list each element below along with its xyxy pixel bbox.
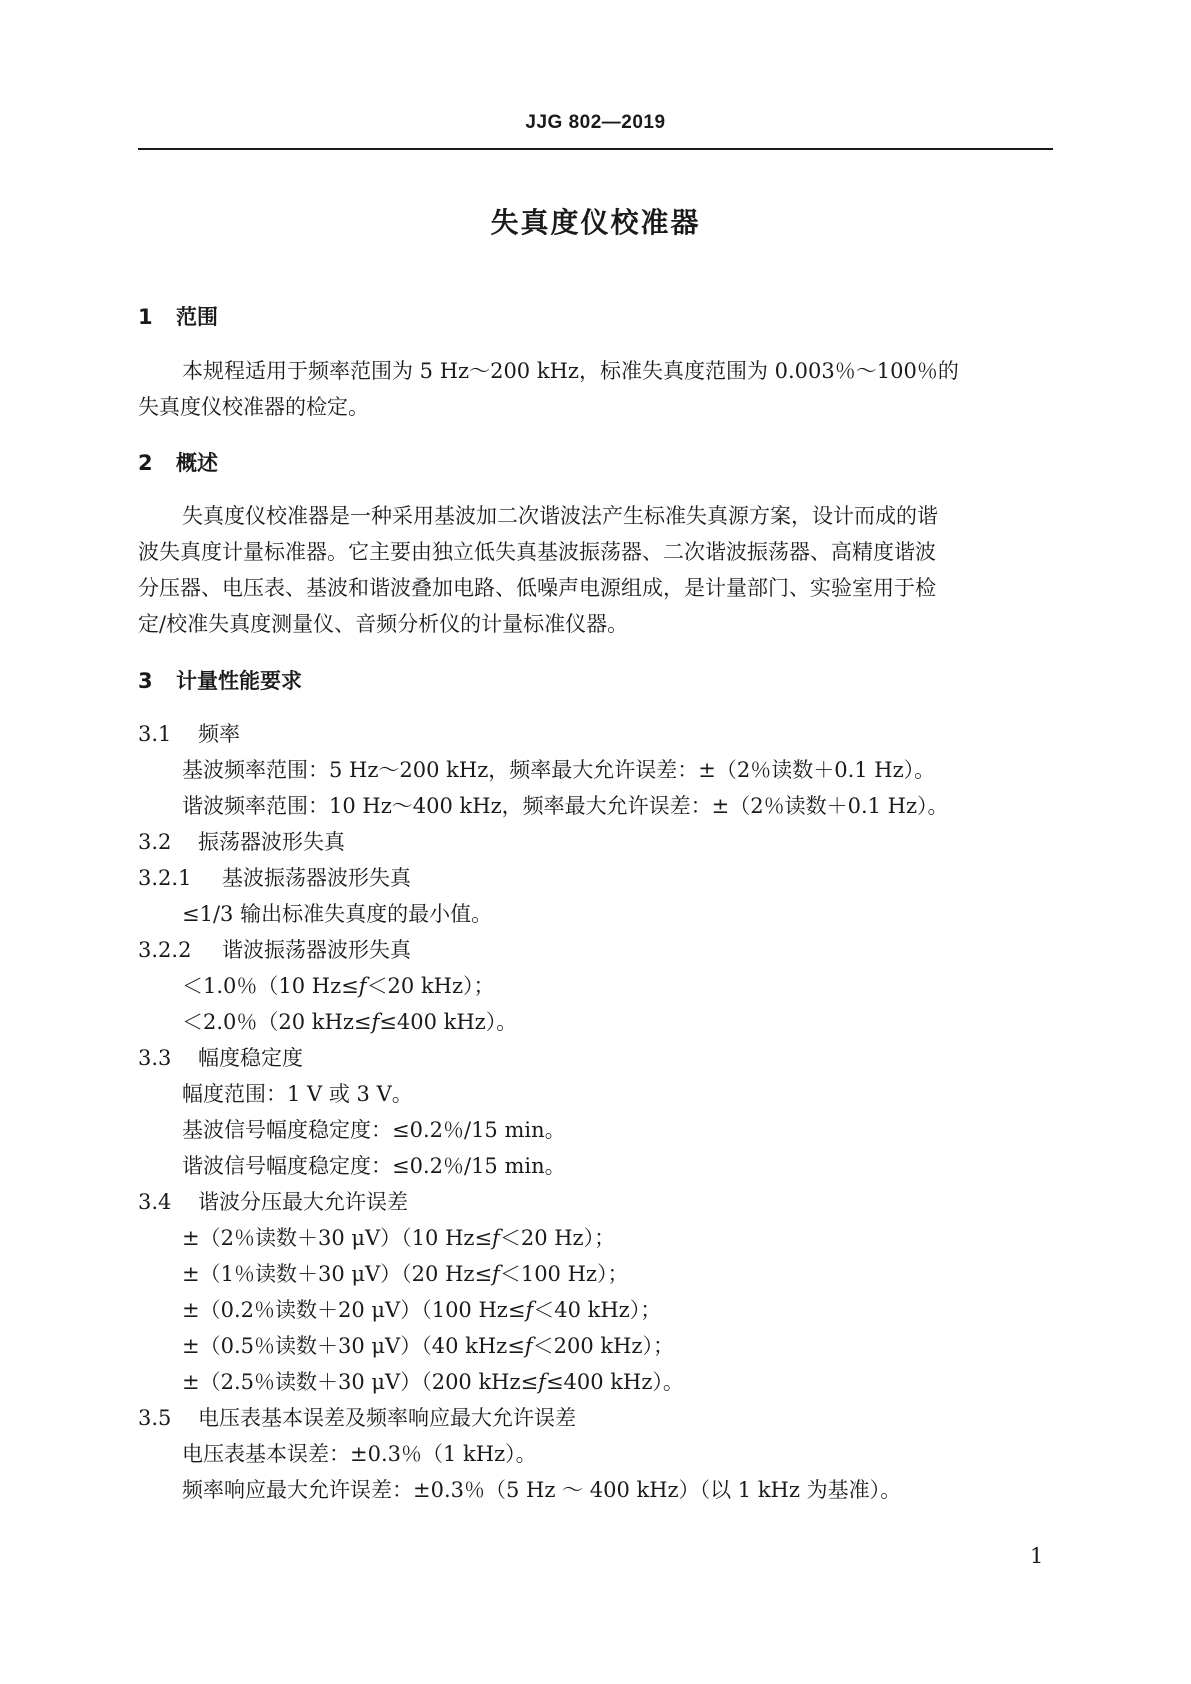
- paragraph-line: 定/校准失真度测量仪、音频分析仪的计量标准仪器。: [138, 612, 629, 636]
- subsection-title: 谐波振荡器波形失真: [222, 938, 411, 962]
- subsection-3-1-heading: [138, 718, 240, 748]
- requirement-line: 基波信号幅度稳定度：≤0.2％/15 min。: [182, 1118, 566, 1142]
- subsection-number: 3.1: [138, 722, 172, 746]
- subsection-title: 频率: [198, 722, 240, 746]
- subsection-number: 3.3: [138, 1046, 172, 1070]
- standard-code-header: JJG 802—2019: [525, 112, 666, 133]
- frequency-symbol: f: [524, 1334, 533, 1358]
- tolerance-text: ±（1％读数＋30 μV）（20 Hz≤: [182, 1262, 493, 1286]
- tolerance-item: [182, 1222, 615, 1252]
- section-number: 1: [138, 305, 153, 329]
- frequency-symbol: f: [492, 1262, 500, 1286]
- subsection-title: 谐波分压最大允许误差: [198, 1190, 408, 1214]
- requirement-line: 电压表基本误差：±0.3％（1 kHz）。: [182, 1442, 537, 1466]
- paragraph-line: 失真度仪校准器是一种采用基波加二次谐波法产生标准失真源方案，设计而成的谐: [182, 504, 938, 528]
- requirement-line: ≤1/3 输出标准失真度的最小值。: [182, 902, 493, 926]
- frequency-symbol: f: [492, 1226, 500, 1250]
- tolerance-text: ±（0.2％读数＋20 μV）（100 Hz≤: [182, 1298, 526, 1322]
- paragraph-line: 失真度仪校准器的检定。: [138, 395, 369, 419]
- tolerance-text: ±（0.5％读数＋30 μV）（40 kHz≤: [182, 1334, 525, 1358]
- paragraph-line: 本规程适用于频率范围为 5 Hz～200 kHz，标准失真度范围为 0.003％～100％的: [182, 359, 959, 383]
- subsection-3-3-heading: [138, 1042, 303, 1072]
- paragraph-line: 分压器、电压表、基波和谐波叠加电路、低噪声电源组成，是计量部门、实验室用于检: [138, 576, 936, 600]
- subsection-number: 3.2.1: [138, 866, 192, 890]
- subsection-title: 振荡器波形失真: [198, 830, 345, 854]
- subsection-3-5-heading: [138, 1402, 576, 1432]
- subsection-number: 3.4: [138, 1190, 172, 1214]
- tolerance-item: [182, 1258, 628, 1288]
- tolerance-text: ＜20 Hz）；: [499, 1226, 616, 1250]
- tolerance-text: ＜100 Hz）；: [499, 1262, 629, 1286]
- tolerance-item: [182, 1366, 684, 1396]
- tolerance-text: ±（2％读数＋30 μV）（10 Hz≤: [182, 1226, 493, 1250]
- subsection-3-2-1-heading: [138, 862, 411, 892]
- requirement-text: ≤400 kHz）。: [379, 1010, 518, 1034]
- section-title: 计量性能要求: [176, 669, 302, 693]
- frequency-symbol: f: [358, 974, 367, 998]
- requirement-line: 谐波频率范围：10 Hz～400 kHz，频率最大允许误差：±（2％读数＋0.1 Hz）。: [182, 794, 949, 818]
- subsection-3-2-heading: [138, 826, 345, 856]
- subsection-title: 基波振荡器波形失真: [222, 866, 411, 890]
- subsection-title: 幅度稳定度: [198, 1046, 303, 1070]
- requirement-text: ＜2.0％（20 kHz≤: [182, 1010, 372, 1034]
- frequency-symbol: f: [538, 1370, 546, 1394]
- tolerance-text: ≤400 kHz）。: [545, 1370, 684, 1394]
- tolerance-item: [182, 1294, 661, 1324]
- tolerance-text: ＜200 kHz）；: [532, 1334, 674, 1358]
- frequency-symbol: f: [525, 1298, 534, 1322]
- subsection-number: 3.2: [138, 830, 172, 854]
- page-number: 1: [1030, 1544, 1044, 1568]
- requirement-line: [182, 970, 495, 1000]
- frequency-symbol: f: [371, 1010, 380, 1034]
- section-number: 2: [138, 451, 153, 475]
- requirement-text: ＜20 kHz）；: [366, 974, 495, 998]
- subsection-title: 电压表基本误差及频率响应最大允许误差: [198, 1406, 576, 1430]
- subsection-3-2-2-heading: [138, 934, 411, 964]
- section-1-heading: [138, 301, 218, 331]
- subsection-number: 3.5: [138, 1406, 172, 1430]
- subsection-number: 3.2.2: [138, 938, 192, 962]
- requirement-line: 基波频率范围：5 Hz～200 kHz，频率最大允许误差：±（2％读数＋0.1 Hz）。: [182, 758, 936, 782]
- header-rule: [138, 148, 1053, 150]
- paragraph-line: 波失真度计量标准器。它主要由独立低失真基波振荡器、二次谐波振荡器、高精度谐波: [138, 540, 936, 564]
- requirement-line: 谐波信号幅度稳定度：≤0.2％/15 min。: [182, 1154, 566, 1178]
- tolerance-text: ±（2.5％读数＋30 μV）（200 kHz≤: [182, 1370, 539, 1394]
- requirement-line: 频率响应最大允许误差：±0.3％（5 Hz ～ 400 kHz）（以 1 kHz 为基准）。: [182, 1478, 902, 1502]
- section-title: 概述: [176, 451, 218, 475]
- document-title: 失真度仪校准器: [490, 206, 701, 239]
- section-3-heading: [138, 665, 302, 695]
- section-2-heading: [138, 447, 218, 477]
- tolerance-text: ＜40 kHz）；: [533, 1298, 662, 1322]
- tolerance-item: [182, 1330, 674, 1360]
- requirement-line: 幅度范围：1 V 或 3 V。: [182, 1082, 413, 1106]
- requirement-text: ＜1.0％（10 Hz≤: [182, 974, 359, 998]
- section-title: 范围: [176, 305, 218, 329]
- requirement-line: [182, 1006, 517, 1036]
- subsection-3-4-heading: [138, 1186, 408, 1216]
- section-number: 3: [138, 669, 153, 693]
